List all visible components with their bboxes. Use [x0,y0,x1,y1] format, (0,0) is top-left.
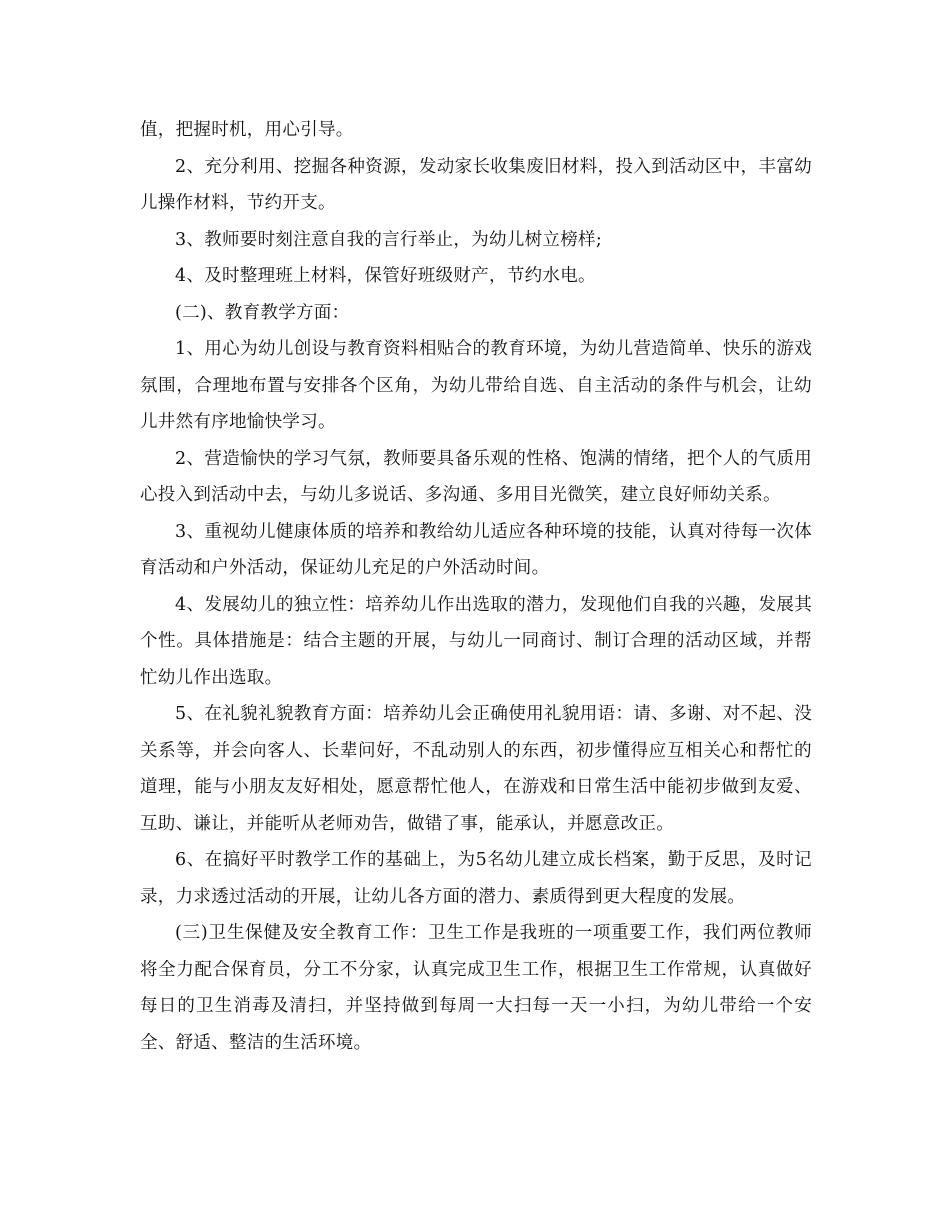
paragraph-edu-2-atmosphere: 2、营造愉快的学习气氛，教师要具备乐观的性格、饱满的情绪，把个人的气质用心投入到活动中去，与幼儿多说话、多沟通、多用目光微笑，建立良好师幼关系。 [140,448,812,505]
paragraph-edu-1-environment: 1、用心为幼儿创设与教育资料相贴合的教育环境，为幼儿营造简单、快乐的游戏氛围，合理地布置与安排各个区角，为幼儿带给自选、自主活动的条件与机会，让幼儿井然有序地愉快学习。 [140,339,812,432]
paragraph-item-4-materials: 4、及时整理班上材料，保管好班级财产，节约水电。 [175,266,596,286]
paragraph-continued: 值，把握时机，用心引导。 [140,120,354,140]
paragraph-item-2-resources: 2、充分利用、挖掘各种资源，发动家长收集废旧材料，投入到活动区中，丰富幼儿操作材料，节约开支。 [140,156,812,213]
paragraph-health-safety: (三)卫生保健及安全教育工作：卫生工作是我班的一项重要工作，我们两位教师将全力配合保育员，分工不分家，认真完成卫生工作，根据卫生工作常规，认真做好每日的卫生消毒及清扫，并坚持做到每周一大扫每一天一小扫，为幼儿带给一个安全、舒适、整洁的生活环境。 [140,923,812,1053]
paragraph-edu-6-records: 6、在搞好平时教学工作的基础上，为5名幼儿建立成长档案，勤于反思，及时记录，力求透过活动的开展，让幼儿各方面的潜力、素质得到更大程度的发展。 [140,850,812,907]
paragraph-edu-4-independence: 4、发展幼儿的独立性：培养幼儿作出选取的潜力，发现他们自我的兴趣，发展其个性。具体措施是：结合主题的开展，与幼儿一同商讨、制订合理的活动区域，并帮忙幼儿作出选取。 [140,594,812,688]
paragraph-item-3-teacher-example: 3、教师要时刻注意自我的言行举止，为幼儿树立榜样; [175,229,603,250]
section-heading-education: (二)、教育教学方面： [175,302,350,323]
paragraph-edu-5-manners: 5、在礼貌礼貌教育方面：培养幼儿会正确使用礼貌用语：请、多谢、对不起、没关系等，并会向客人、长辈问好，不乱动别人的东西，初步懂得应互相关心和帮忙的道理，能与小朋友友好相处，愿意帮忙他人，在游戏和日常生活中能初步做到友爱、互助、谦让，并能听从老师劝告，做错了事，能承认，并愿意改正。 [140,704,812,834]
document-body [140,112,812,1061]
paragraph-edu-3-health: 3、重视幼儿健康体质的培养和教给幼儿适应各种环境的技能，认真对待每一次体育活动和户外活动，保证幼儿充足的户外活动时间。 [140,521,812,578]
